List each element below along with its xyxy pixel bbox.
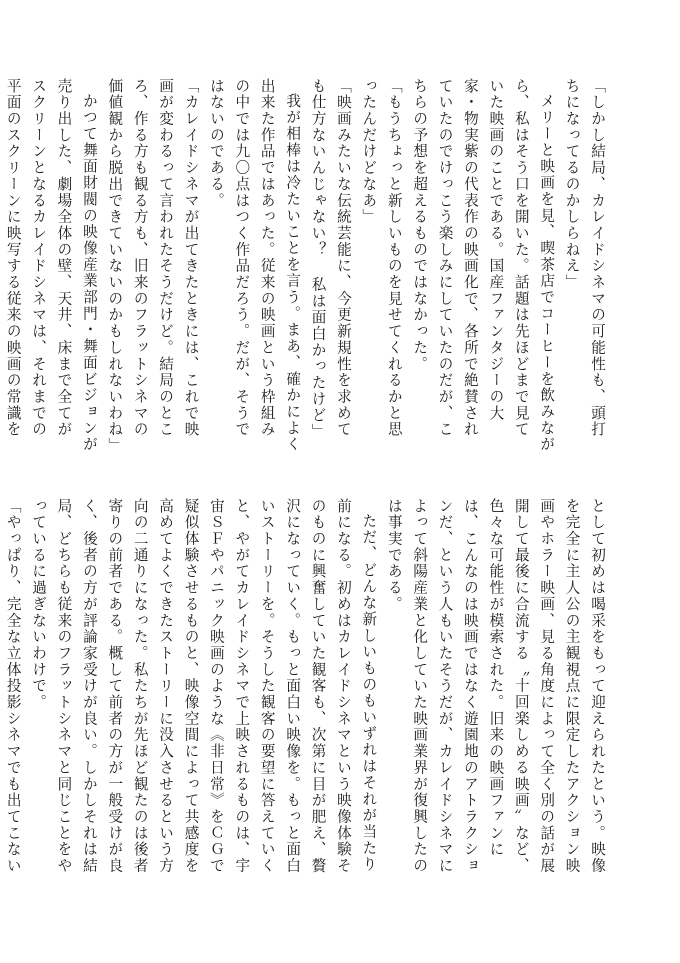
paragraph: 我が相棒は冷たいことを言う。まあ、確かによく出来た作品ではあった。従来の映画という枠組みの中では九〇点はつく作品だろう。だが、そうではないのである。 bbox=[207, 78, 302, 453]
vertical-text-column-group bbox=[4, 498, 610, 886]
vertical-text-column-group bbox=[4, 78, 610, 455]
paragraph: として初めは喝采をもって迎えられたという。映像を完全に主人公の主観視点に限定したアクション映画やホラー映画、見る角度によって全く別の話が展開して最後に合流する〝十回楽しめる映画〟など、色々な可能性が模索された。旧来の映画ファンには、こんなのは映画ではなく遊園地のアトラクションだ、という人もいたそうだが、カレイドシネマによって斜陽産業と化していた映画業界が復興したのは事実である。 bbox=[385, 498, 606, 875]
text-block-upper bbox=[4, 78, 610, 455]
paragraph: かつて舞面財閥の映像産業部門・舞面ビジョンが売り出した、劇場全体の壁、天井、床まで全てがスクリーンとなるカレイドシネマは、それまでの平面のスクリーンに映写する従来の映画の常識を bbox=[4, 78, 98, 453]
text-block-lower bbox=[4, 498, 610, 886]
paragraph: 「映画みたいな伝統芸能に、今更新規性を求めても仕方ないんじゃない？ 私は面白かったけど」 bbox=[309, 78, 352, 441]
paragraph: 「もうちょっと新しいものを見せてくれるかと思ったんだけどなあ」 bbox=[360, 78, 403, 438]
paragraph: 「やっぱり、完全な立体投影シネマでも出てこない bbox=[4, 498, 22, 875]
paragraph: メリーと映画を見、喫茶店でコーヒーを飲みながら、私はそう口を開いた。話題は先ほどまで見ていた映画のことである。国産ファンタジーの大家・物実紫の代表作の映画化で、各所で絶賛されていたのでけっこう楽しみにしていたのだが、こちらの予想を超えるものではなかった。 bbox=[411, 78, 556, 453]
paragraph: 「カレイドシネマが出てきたときには、これで映画が変わるって言われたそうだけど。結局のところ、作る方も観る方も、旧来のフラットシネマの価値観から脱出できていないのかもしれないわね」 bbox=[106, 78, 200, 455]
paragraph: ただ、どんな新しいものもいずれはそれが当たり前になる。初めはカレイドシネマという映像体験そのものに興奮していた観客も、次第に目が肥え、贅沢になっていく。もっと面白い映像を。もっと面白いストーリーを。そうした観客の要望に答えていくと、やがてカレイドシネマで上映されるものは、宇宙ＳＦやパニック映画のような《非日常》をＣＧで疑似体験させるものと、映像空間によって共感度を高めてよくできたストーリーに没入させるという方向の二通りになった。私たちが先ほど観たのは後者寄りの前者である。概して前者の方が一般受けが良く、後者の方が評論家受けが良い。しかしそれは結局、どちらも従来のフラットシネマと同じことをやっているに過ぎないわけで。 bbox=[30, 498, 378, 875]
paragraph: 「しかし結局、カレイドシネマの可能性も、頭打ちになってるのかしらねえ」 bbox=[563, 78, 606, 438]
